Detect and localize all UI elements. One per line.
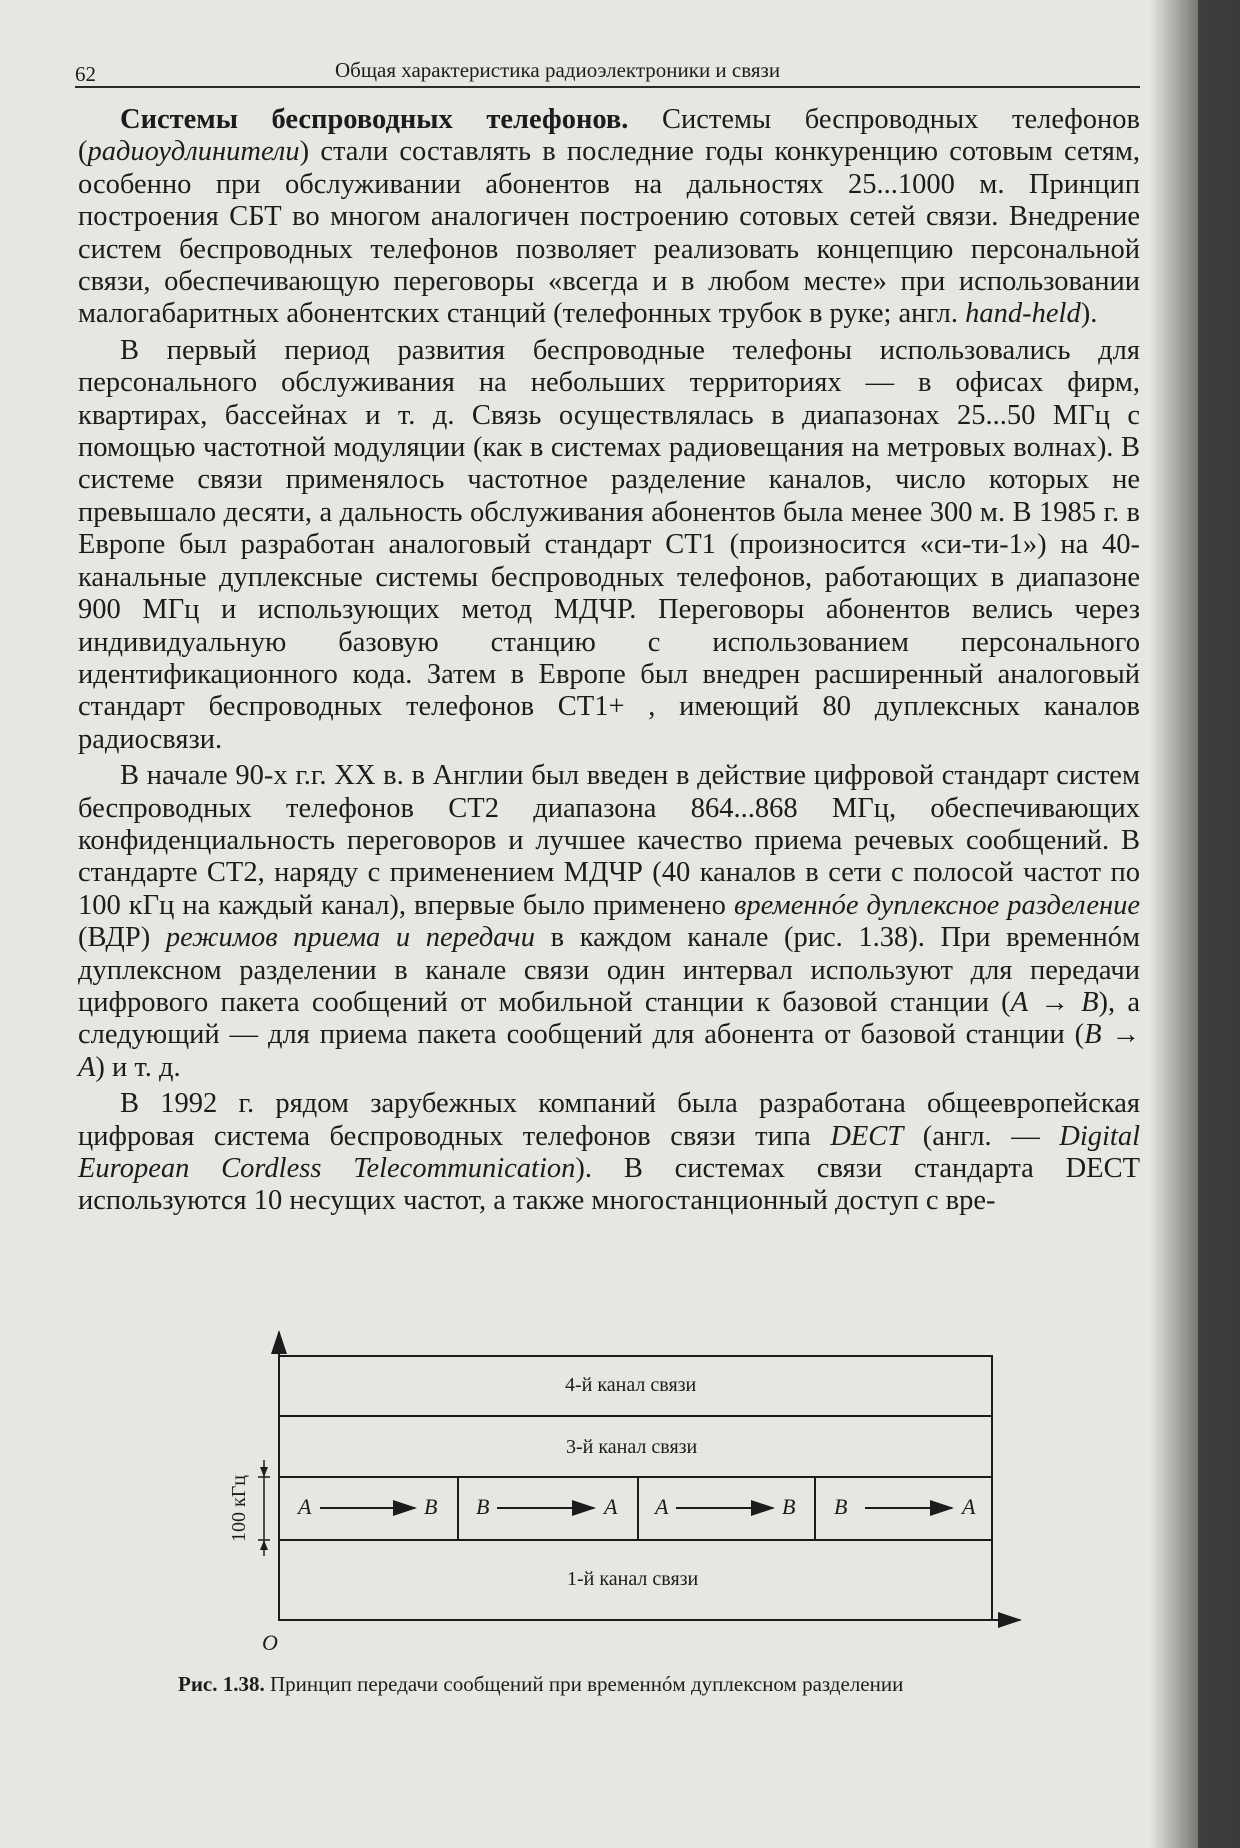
channel-4-label: 4-й канал связи xyxy=(565,1374,697,1396)
paragraph-1: Системы беспроводных телефонов. Системы беспроводных телефонов (радиоудлинители) стали составлять в последние годы конкуренцию сотовым сетям, особенно при обслуживании абонентов на дальностях 25...1000 м. Принцип построения СБТ во многом аналогичен построению сотовых сетей связи. Внедрение систем беспроводных телефонов позволяет реализовать концепцию персональной связи, обеспечивающую переговоры «всегда и в любом месте» при использовании малогабаритных абонентских станций (телефонных трубок в руке; англ. hand-held). xyxy=(78,104,1140,330)
slot-4-to: A xyxy=(962,1494,976,1519)
slot-3-from: A xyxy=(655,1494,669,1519)
run-in-heading: Системы беспроводных телефонов. xyxy=(120,104,629,135)
running-title: Общая характеристика радиоэлектроники и связи xyxy=(335,58,781,82)
slot-1-to: B xyxy=(424,1494,438,1519)
paragraph-2: В первый период развития беспроводные телефоны использовались для персонального обслуживания на небольших территориях — в офисах фирм, квартирах, бассейнах и т. д. Связь осуществлялась в диапазонах 25...50 МГц с помощью частотной модуляции (как в системах радиовещания на метровых волнах). В системе связи применялось частотное разделение каналов, число которых не превышало десяти, а дальность обслуживания абонентов была менее 300 м. В 1985 г. в Европе был разработан аналоговый стандарт СТ1 (произносится «си-ти-1») на 40-канальные дуплексные системы беспроводных телефонов, работающих в диапазоне 900 МГц и использующих метод МДЧР. Переговоры абонентов велись через индивидуальную базовую станцию с использованием персонального идентификационного кода. Затем в Европе был внедрен расширенный аналоговый стандарт беспроводных телефонов СТ1+ , имеющий 80 дуплексных каналов радиосвязи. xyxy=(78,334,1140,755)
caption-text: Принцип передачи сообщений при временнóм дуплексном разделении xyxy=(264,1672,904,1696)
paragraph-4: В 1992 г. рядом зарубежных компаний была разработана общеевропейская цифровая система беспроводных телефонов связи типа DECT (англ. — Digital European Cordless Telecommunication). В системах связи стандарта DECT используются 10 несущих частот, а также многостанционный доступ с вре- xyxy=(78,1088,1140,1217)
paragraph-3: В начале 90-х г.г. XX в. в Англии был введен в действие цифровой стандарт систем беспроводных телефонов СТ2 диапазона 864...868 МГц, обеспечивающих конфиденциальность переговоров и лучшее качество приема речевых сообщений. В стандарте СТ2, наряду с применением МДЧР (40 каналов в сети с полосой частот по 100 кГц на каждый канал), впервые было применено временнóе дуплексное разделение (ВДР) режимов приема и передачи в каждом канале (рис. 1.38). При временнóм дуплексном разделении в канале связи один интервал используют для передачи цифрового пакета сообщений от мобильной станции к базовой станции (А → В), а следующий — для приема пакета сообщений для абонента от базовой станции (В → А) и т. д. xyxy=(78,760,1141,1083)
slot-2-from: B xyxy=(476,1494,490,1519)
channel-3-label: 3-й канал связи xyxy=(566,1436,698,1458)
slot-2-to: A xyxy=(604,1494,618,1519)
channel-1-label: 1-й канал связи xyxy=(567,1568,699,1590)
origin-label: O xyxy=(262,1630,278,1655)
slot-1-from: A xyxy=(298,1494,312,1519)
caption-number: Рис. 1.38. xyxy=(178,1672,265,1696)
page-header xyxy=(75,56,1140,88)
slot-4-from: B xyxy=(834,1494,848,1519)
figure-caption xyxy=(178,1672,1078,1697)
bandwidth-label: 100 кГц xyxy=(227,1475,250,1542)
body-text xyxy=(78,104,1140,1218)
slot-3-to: B xyxy=(782,1494,796,1519)
page-number: 62 xyxy=(75,62,96,86)
